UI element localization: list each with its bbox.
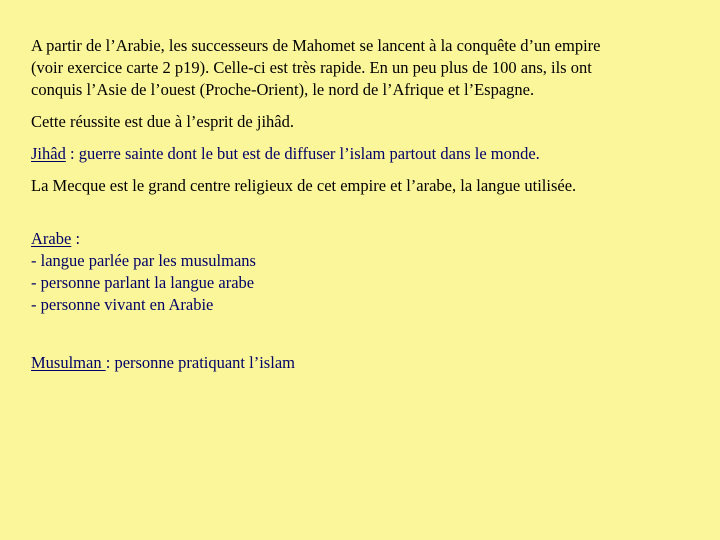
arabe-separator: :	[71, 229, 81, 248]
musulman-definition-text: personne pratiquant l’islam	[114, 353, 295, 372]
arabe-item-2: - personne parlant la langue arabe	[31, 273, 255, 292]
mecca-text: La Mecque est le grand centre religieux de cet empire et l’arabe, la langue utilisée.	[31, 176, 577, 195]
arabe-definition	[31, 228, 691, 316]
jihad-definition	[31, 143, 691, 165]
jihad-spirit-text: Cette réussite est due à l’esprit de jihâd.	[31, 112, 295, 131]
jihad-definition-text: guerre sainte dont le but est de diffuser l’islam partout dans le monde.	[78, 144, 540, 163]
intro-line-2: (voir exercice carte 2 p19). Celle-ci est très rapide. En un peu plus de 100 ans, ils ont	[31, 58, 592, 77]
arabe-item-3: - personne vivant en Arabie	[31, 295, 214, 314]
musulman-separator: :	[105, 353, 115, 372]
musulman-term: Musulman	[31, 353, 106, 372]
jihad-term: Jihâd	[31, 144, 66, 163]
arabe-item-1: - langue parlée par les musulmans	[31, 251, 256, 270]
intro-line-1: A partir de l’Arabie, les successeurs de Mahomet se lancent à la conquête d’un empire	[31, 36, 601, 55]
musulman-definition	[31, 352, 691, 374]
jihad-spirit-paragraph	[31, 111, 691, 133]
arabe-term: Arabe	[31, 229, 72, 248]
intro-paragraph	[31, 35, 691, 101]
jihad-separator: :	[65, 144, 79, 163]
mecca-paragraph	[31, 175, 691, 197]
intro-line-3: conquis l’Asie de l’ouest (Proche-Orient), le nord de l’Afrique et l’Espagne.	[31, 80, 535, 99]
